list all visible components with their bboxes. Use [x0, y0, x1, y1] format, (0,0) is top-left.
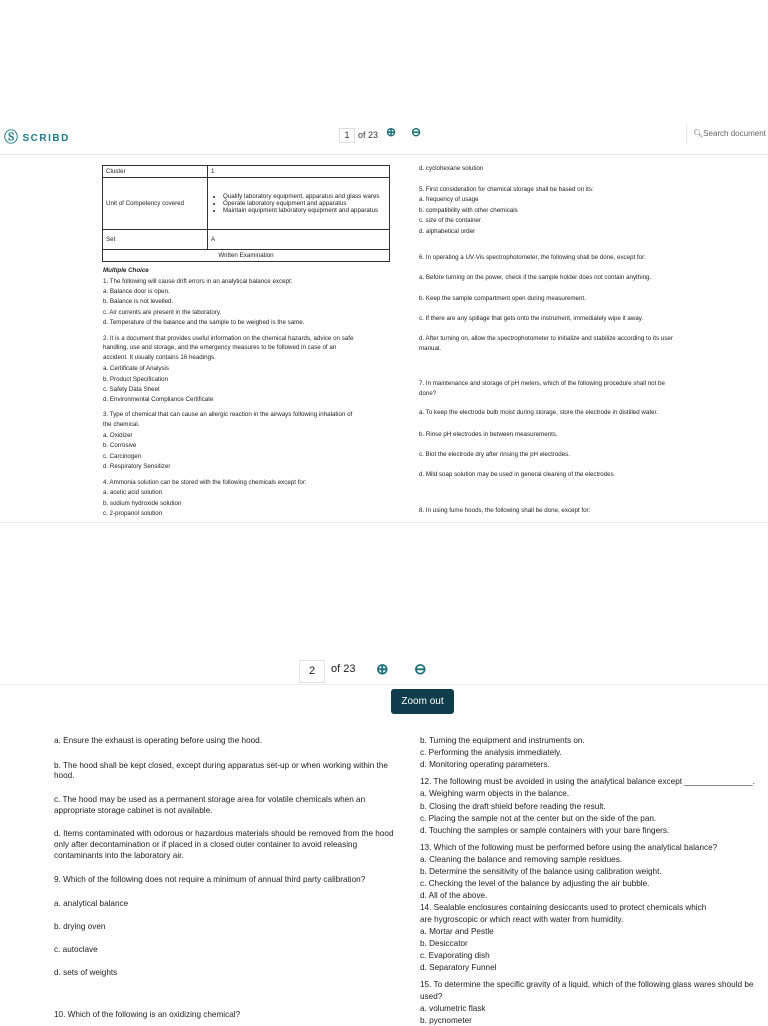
uoc-item: • Qualify laboratory equipment, apparatus and glass wares — [223, 193, 386, 200]
choice-text: b. Turning the equipment and instruments on. — [420, 736, 585, 745]
question-text: handling, use and storage, and the emergency measures to be followed in case of an — [103, 344, 337, 351]
choice-text: a. frequency of usage — [419, 196, 479, 203]
choice-text: c. The hood may be used as a permanent storage area for volatile chemicals when an — [54, 795, 366, 804]
choice-text: c. Evaporating dish — [420, 951, 490, 960]
choice-text: c. Blot the electrode dry after rinsing the pH electrodes. — [419, 451, 570, 458]
choice-text: b. Product Specification — [103, 376, 169, 383]
question-text: 3. Type of chemical that can cause an allergic reaction in the airways following inhalation of — [103, 411, 353, 418]
choice-text: d. cyclohexane solution — [419, 165, 484, 172]
choice-text: a. Mortar and Pestle — [420, 927, 494, 936]
page-separator — [0, 684, 768, 685]
set-label: Set — [103, 230, 208, 250]
document-toolbar — [0, 114, 768, 155]
search-icon: 🔍︎ — [693, 129, 704, 138]
uoc-list-cell — [208, 178, 390, 230]
choice-text: b. Keep the sample compartment open during measurement. — [419, 295, 586, 302]
choice-text: d. Environmental Compliance Certificate — [103, 396, 214, 403]
choice-text: d. alphabetical order — [419, 228, 476, 235]
choice-text: d. sets of weights — [54, 968, 118, 977]
choice-text: b. sodium hydroxide solution — [103, 500, 182, 507]
page-count: of 23 — [358, 130, 379, 140]
choice-text: contaminants into the laboratory air. — [54, 851, 184, 860]
exam-title: Written Examination — [103, 250, 390, 262]
choice-text: b. The hood shall be kept closed, except during apparatus set-up or when working within the — [54, 761, 388, 770]
zoom-in-icon[interactable]: ⊕ — [376, 661, 389, 678]
choice-text: b. compatibility with other chemicals — [419, 207, 518, 214]
question-text: 8. In using fume hoods, the following shall be done, except for: — [419, 507, 591, 514]
choice-text: c. Performing the analysis immediately. — [420, 748, 562, 757]
choice-text: d. Monitoring operating parameters. — [420, 760, 550, 769]
choice-text: c. Safety Data Sheet — [103, 386, 160, 393]
choice-text: d. Touching the samples or sample containers with your bare fingers. — [420, 826, 670, 835]
choice-text: a. acetic acid solution — [103, 489, 163, 496]
page-number-input[interactable]: 2 — [299, 660, 325, 683]
question-text: 12. The following must be avoided in using the analytical balance except _______________. — [420, 777, 755, 786]
choice-text: d. Separatory Funnel — [420, 963, 497, 972]
choice-text: d. Temperature of the balance and the sample to be weighed is the same. — [103, 319, 305, 326]
choice-text: a. Ensure the exhaust is operating before using the hood. — [54, 736, 263, 745]
question-text: 13. Which of the following must be performed before using the analytical balance? — [420, 843, 718, 852]
choice-text: c. If there are any spillage that gets onto the instrument, immediately wipe it away. — [419, 315, 644, 322]
question-text: 9. Which of the following does not require a minimum of annual third party calibration? — [54, 875, 366, 884]
choice-text: only after decontamination or if placed in a closed outer container to avoid releasing — [54, 840, 358, 849]
choice-text: a. Before turning on the power, check if the sample holder does not contain anything. — [419, 274, 652, 281]
zoom-out-icon[interactable]: ⊖ — [414, 661, 427, 678]
question-text: done? — [419, 390, 437, 397]
question-text: are hygroscopic or which react with water from humidity. — [420, 915, 624, 924]
choice-text: b. Corrosive — [103, 442, 137, 449]
choice-text: a. volumetric flask — [420, 1004, 486, 1013]
page-count: of 23 — [331, 663, 356, 675]
choice-text: a. Weighing warm objects in the balance. — [420, 789, 570, 798]
choice-text: b. drying oven — [54, 922, 106, 931]
choice-text: b. Rinse pH electrodes in between measurements. — [419, 431, 558, 438]
choice-text: d. Items contaminated with odorous or hazardous materials should be removed from the hood — [54, 829, 394, 838]
question-text: 2. It is a document that provides useful information on the chemical hazards, advice on safe — [103, 335, 354, 342]
choice-text: d. All of the above. — [420, 891, 488, 900]
question-text: 5. First consideration for chemical storage shall be based on its: — [419, 186, 594, 193]
question-text: 1. The following will cause drift errors in an analytical balance except: — [103, 278, 293, 285]
choice-text: c. size of the container — [419, 217, 481, 224]
search-input[interactable]: 🔍︎Search document — [686, 124, 768, 144]
question-text: 7. In maintenance and storage of pH meters, which of the following procedure shall not be — [419, 380, 665, 387]
choice-text: c. Air currents are present in the laboratory. — [103, 309, 222, 316]
choice-text: a. Oxidizer — [103, 432, 133, 439]
choice-text: c. Placing the sample not at the center but on the side of the pan. — [420, 814, 657, 823]
scribd-s-icon: Ⓢ — [4, 129, 20, 145]
question-text: 10. Which of the following is an oxidizing chemical? — [54, 1010, 241, 1019]
page-number-input[interactable]: 1 — [339, 128, 355, 143]
choice-text: a. Balance door is open. — [103, 288, 170, 295]
zoom-out-button[interactable]: Zoom out — [391, 689, 454, 714]
question-text: 15. To determine the specific gravity of a liquid, which of the following glass wares should be — [420, 980, 754, 989]
page-2-pager — [296, 659, 456, 683]
uoc-item: • Operate laboratory equipment and apparatus — [223, 200, 386, 207]
question-text: 4. Ammonia solution can be stored with the following chemicals except for: — [103, 479, 307, 486]
choice-text: b. pycnometer — [420, 1016, 472, 1025]
scribd-logo[interactable]: Ⓢ SCRIBD — [4, 129, 70, 145]
choice-text: c. autoclave — [54, 945, 98, 954]
choice-text: d. Mild soap solution may be used in general cleaning of the electrodes — [419, 471, 614, 478]
zoom-in-icon[interactable]: ⊕ — [386, 125, 397, 139]
choice-text: a. To keep the electrode bulb moist during storage, store the electrode in distilled water. — [419, 409, 658, 416]
choice-text: manual. — [419, 345, 442, 352]
choice-text: a. Certificate of Analysis — [103, 365, 170, 372]
choice-text: a. analytical balance — [54, 899, 129, 908]
set-value: A — [208, 230, 390, 250]
choice-text: a. Cleaning the balance and removing sample residues. — [420, 855, 623, 864]
choice-text: b. Desiccator — [420, 939, 468, 948]
choice-text: appropriate storage cabinet is not available. — [54, 806, 213, 815]
question-text: accident. It usually contains 16 headings. — [103, 354, 216, 361]
choice-text: d. Respiratory Sensitizer — [103, 463, 171, 470]
choice-text: b. Determine the sensitivity of the balance using calibration weight. — [420, 867, 662, 876]
uoc-item: • Maintain equipment laboratory equipment and apparatus — [223, 207, 386, 214]
choice-text: b. Closing the draft shield before reading the result. — [420, 802, 606, 811]
cluster-value: 1 — [208, 166, 390, 178]
question-text: the chemical. — [103, 421, 140, 428]
question-text: 14. Sealable enclosures containing desiccants used to protect chemicals which — [420, 903, 707, 912]
choice-text: c. Checking the level of the balance by adjusting the air bubble. — [420, 879, 650, 888]
page-separator — [0, 522, 768, 523]
section-heading: Multiple Choice — [103, 267, 149, 274]
uoc-label: Unit of Competency covered — [103, 178, 208, 230]
choice-text: hood. — [54, 771, 75, 780]
zoom-out-icon[interactable]: ⊖ — [411, 125, 422, 139]
choice-text: c. 2-propanol solution — [103, 510, 163, 517]
cluster-label: Cluster — [103, 166, 208, 178]
cluster-table — [102, 165, 390, 262]
choice-text: d. After turning on, allow the spectrophotometer to initialize and stabilize according to its user — [419, 335, 673, 342]
choice-text: b. Balance is not levelled. — [103, 298, 174, 305]
choice-text: c. Carcinogen — [103, 453, 142, 460]
question-text: used? — [420, 992, 443, 1001]
question-text: 6. In operating a UV-Vis spectrophotometer, the following shall be done, except for: — [419, 254, 646, 261]
